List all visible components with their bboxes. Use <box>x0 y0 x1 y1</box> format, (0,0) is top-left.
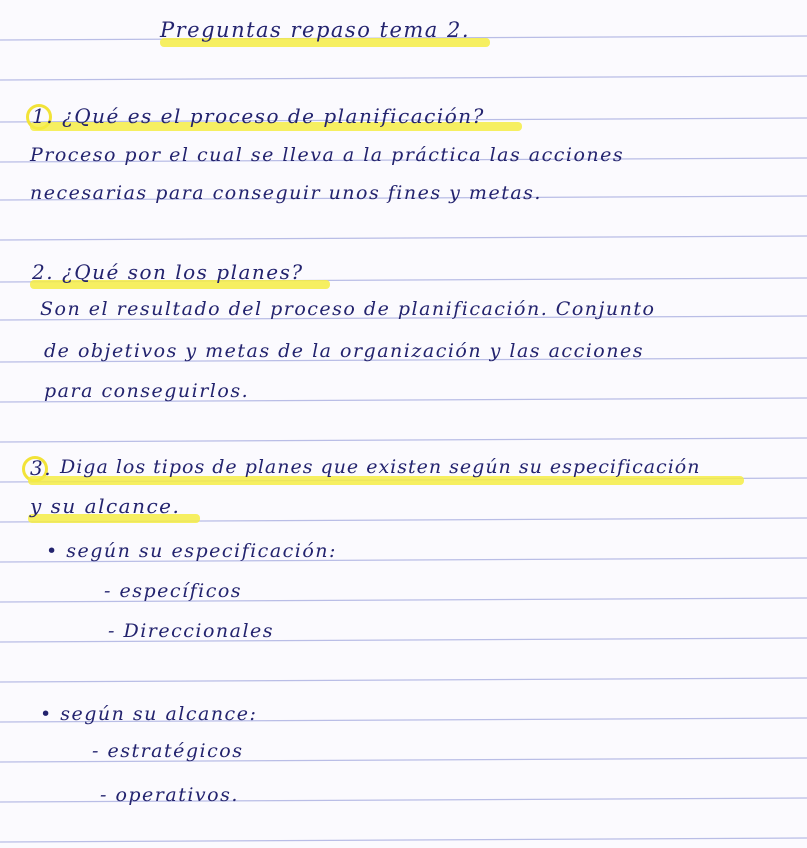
answer-1-line-2: necesarias para conseguir unos fines y metas. <box>30 182 542 204</box>
group-1-heading: • según su especificación: <box>46 540 337 562</box>
rule-line <box>0 438 807 442</box>
rule-line <box>0 678 807 682</box>
question-1-text: ¿Qué es el proceso de planificación? <box>62 104 485 128</box>
rule-line <box>0 838 807 842</box>
question-3-number: 3. <box>30 456 53 480</box>
answer-2-line-2: de objetivos y metas de la organización y las acciones <box>44 340 644 362</box>
question-2-text: ¿Qué son los planes? <box>62 260 304 284</box>
rule-line <box>0 76 807 80</box>
page-title: Preguntas repaso tema 2. <box>160 18 471 42</box>
group-2-item-2: - operativos. <box>100 784 239 806</box>
question-3-text-line-2: y su alcance. <box>30 494 181 518</box>
question-3-text-line-1: Diga los tipos de planes que existen según su especificación <box>60 456 701 478</box>
group-1-item-2: - Direccionales <box>108 620 275 642</box>
group-2-item-1: - estratégicos <box>92 740 244 762</box>
question-2-number: 2. <box>32 260 55 284</box>
answer-2-line-1: Son el resultado del proceso de planificación. Conjunto <box>40 298 656 320</box>
answer-2-line-3: para conseguirlos. <box>44 380 250 402</box>
rule-line <box>0 236 807 240</box>
question-1-number: 1. <box>32 104 55 128</box>
answer-1-line-1: Proceso por el cual se lleva a la práctica las acciones <box>30 144 625 166</box>
group-1-item-1: - específicos <box>104 580 243 602</box>
group-2-heading: • según su alcance: <box>40 703 258 725</box>
